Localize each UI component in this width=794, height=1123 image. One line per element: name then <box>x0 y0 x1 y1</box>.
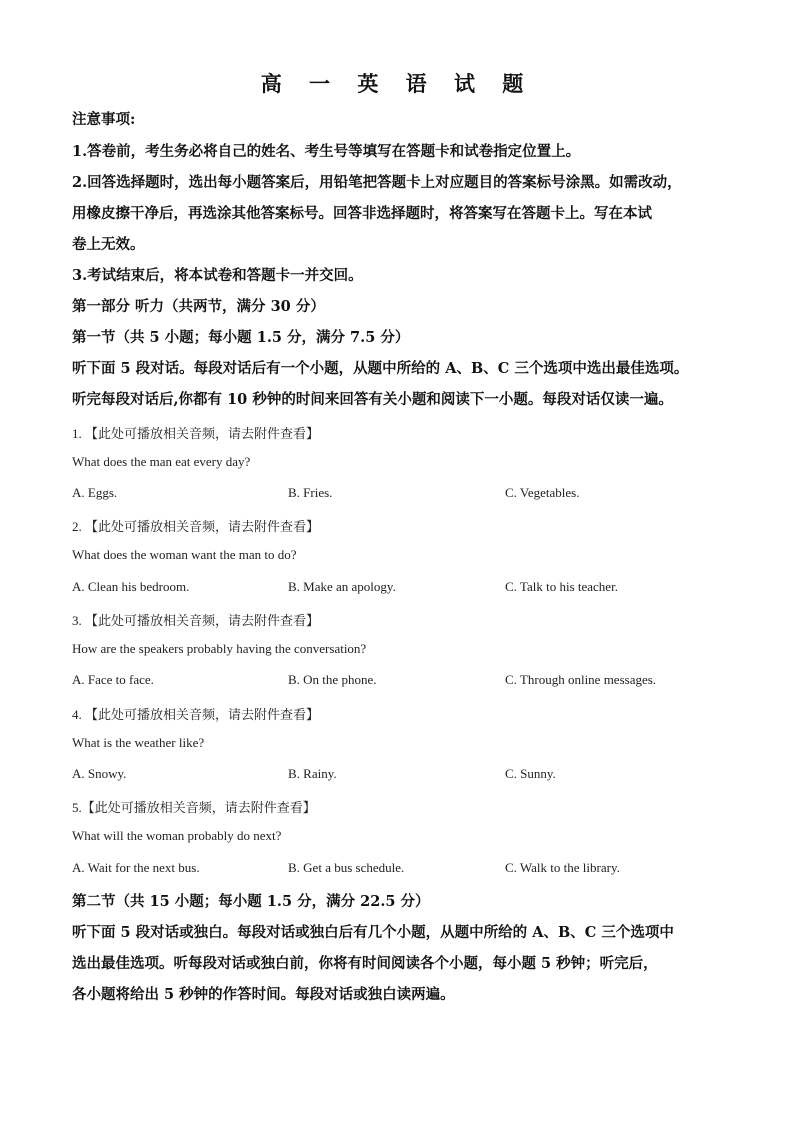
question-1: What does the man eat every day? <box>72 454 251 469</box>
q4-option-b: B. Rainy. <box>288 766 337 781</box>
q1-option-a: A. Eggs. <box>72 485 118 500</box>
audio-marker-3[interactable]: 3. 【此处可播放相关音频，请去附件查看】 <box>72 613 320 628</box>
q2-option-b: B. Make an apology. <box>288 579 396 594</box>
q1-option-c: C. Vegetables. <box>505 485 580 500</box>
section2-instruction-1: 听下面 5 段对话或独白。每段对话或独白后有几个小题，从题中所给的 A、B、C 三个选项中 <box>72 924 674 941</box>
notice-line-1: 1.答卷前，考生务必将自己的姓名、考生号等填写在答题卡和试卷指定位置上。 <box>72 143 581 160</box>
question-5: What will the woman probably do next? <box>72 828 282 843</box>
notice-line-5: 3.考试结束后，将本试卷和答题卡一并交回。 <box>72 267 363 284</box>
q4-option-c: C. Sunny. <box>505 766 556 781</box>
q4-option-a: A. Snowy. <box>72 766 127 781</box>
audio-marker-5[interactable]: 5.【此处可播放相关音频，请去附件查看】 <box>72 800 316 815</box>
section1-instruction-1: 听下面 5 段对话。每段对话后有一个小题，从题中所给的 A、B、C 三个选项中选出最佳选项。 <box>72 360 689 377</box>
audio-marker-4[interactable]: 4. 【此处可播放相关音频，请去附件查看】 <box>72 707 320 722</box>
notice-line-4: 卷上无效。 <box>72 236 145 253</box>
q5-option-b: B. Get a bus schedule. <box>288 860 405 875</box>
q3-option-c: C. Through online messages. <box>505 672 657 687</box>
q2-option-c: C. Talk to his teacher. <box>505 579 618 594</box>
section1-heading: 第一节（共 5 小题；每小题 1.5 分，满分 7.5 分） <box>72 329 410 346</box>
notice-line-3: 用橡皮擦干净后，再选涂其他答案标号。回答非选择题时，将答案写在答题卡上。写在本试 <box>72 205 652 222</box>
section2-heading: 第二节（共 15 小题；每小题 1.5 分，满分 22.5 分） <box>72 893 430 910</box>
section2-instruction-2: 选出最佳选项。听每段对话或独白前，你将有时间阅读各个小题，每小题 5 秒钟；听完后， <box>72 955 658 972</box>
section2-instruction-3: 各小题将给出 5 秒钟的作答时间。每段对话或独白读两遍。 <box>72 986 455 1003</box>
section1-instruction-2: 听完每段对话后,你都有 10 秒钟的时间来回答有关小题和阅读下一小题。每段对话仅读一遍。 <box>72 391 673 408</box>
question-4: What is the weather like? <box>72 735 205 750</box>
q3-option-a: A. Face to face. <box>72 672 154 687</box>
q5-option-c: C. Walk to the library. <box>505 860 620 875</box>
notice-line-2: 2.回答选择题时，选出每小题答案后，用铅笔把答题卡上对应题目的答案标号涂黑。如需改动， <box>72 174 682 191</box>
q2-option-a: A. Clean his bedroom. <box>72 579 190 594</box>
notice-heading: 注意事项: <box>72 111 136 128</box>
part1-heading: 第一部分 听力（共两节，满分 30 分） <box>72 298 325 315</box>
q3-option-b: B. On the phone. <box>288 672 377 687</box>
audio-marker-1[interactable]: 1. 【此处可播放相关音频，请去附件查看】 <box>72 426 320 441</box>
question-3: How are the speakers probably having the conversation? <box>72 641 367 656</box>
q5-option-a: A. Wait for the next bus. <box>72 860 200 875</box>
question-2: What does the woman want the man to do? <box>72 547 297 562</box>
q1-option-b: B. Fries. <box>288 485 333 500</box>
audio-marker-2[interactable]: 2. 【此处可播放相关音频，请去附件查看】 <box>72 519 320 534</box>
page-title: 高 一 英 语 试 题 <box>260 71 534 96</box>
